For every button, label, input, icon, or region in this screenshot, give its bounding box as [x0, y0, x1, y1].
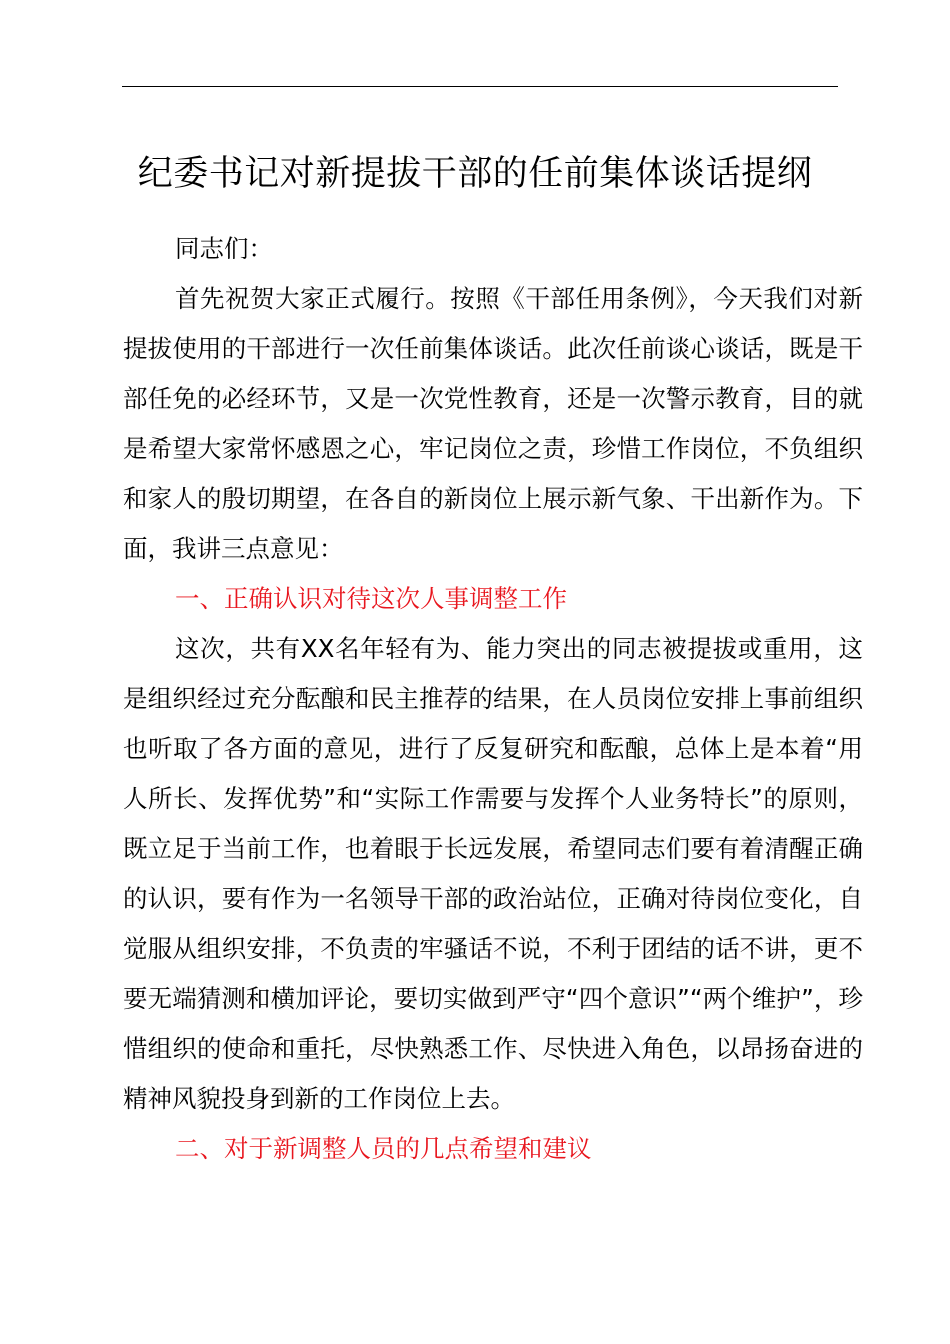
salutation: 同志们： — [175, 234, 273, 263]
document-body — [123, 224, 863, 1174]
section-1-heading: 一、正确认识对待这次人事调整工作 — [175, 584, 567, 613]
intro-paragraph: 首先祝贺大家正式履行。按照《干部任用条例》，今天我们对新提拔使用的干部进行一次任前集体谈话。此次任前谈心谈话，既是干部任免的必经环节，又是一次党性教育，还是一次警示教育，目的就是希望大家常怀感恩之心，牢记岗位之责，珍惜工作岗位，不负组织和家人的殷切期望，在各自的新岗位上展示新气象、干出新作为。下面，我讲三点意见： — [123, 284, 863, 563]
header-rule — [122, 86, 838, 87]
document-title: 纪委书记对新提拔干部的任前集体谈话提纲 — [137, 154, 813, 194]
section-2-heading: 二、对于新调整人员的几点希望和建议 — [175, 1134, 592, 1163]
section-1-paragraph: 这次，共有XX名年轻有为、能力突出的同志被提拔或重用，这是组织经过充分酝酿和民主推荐的结果，在人员岗位安排上事前组织也听取了各方面的意见，进行了反复研究和酝酿，总体上是本着“用人所长、发挥优势”和“实际工作需要与发挥个人业务特长”的原则，既立足于当前工作，也着眼于长远发展，希望同志们要有着清醒正确的认识，要有作为一名领导干部的政治站位，正确对待岗位变化，自觉服从组织安排，不负责的牢骚话不说，不利于团结的话不讲，更不要无端猜测和横加评论，要切实做到严守“四个意识”“两个维护”，珍惜组织的使命和重托，尽快熟悉工作、尽快进入角色，以昂扬奋进的精神风貌投身到新的工作岗位上去。 — [123, 634, 863, 1113]
